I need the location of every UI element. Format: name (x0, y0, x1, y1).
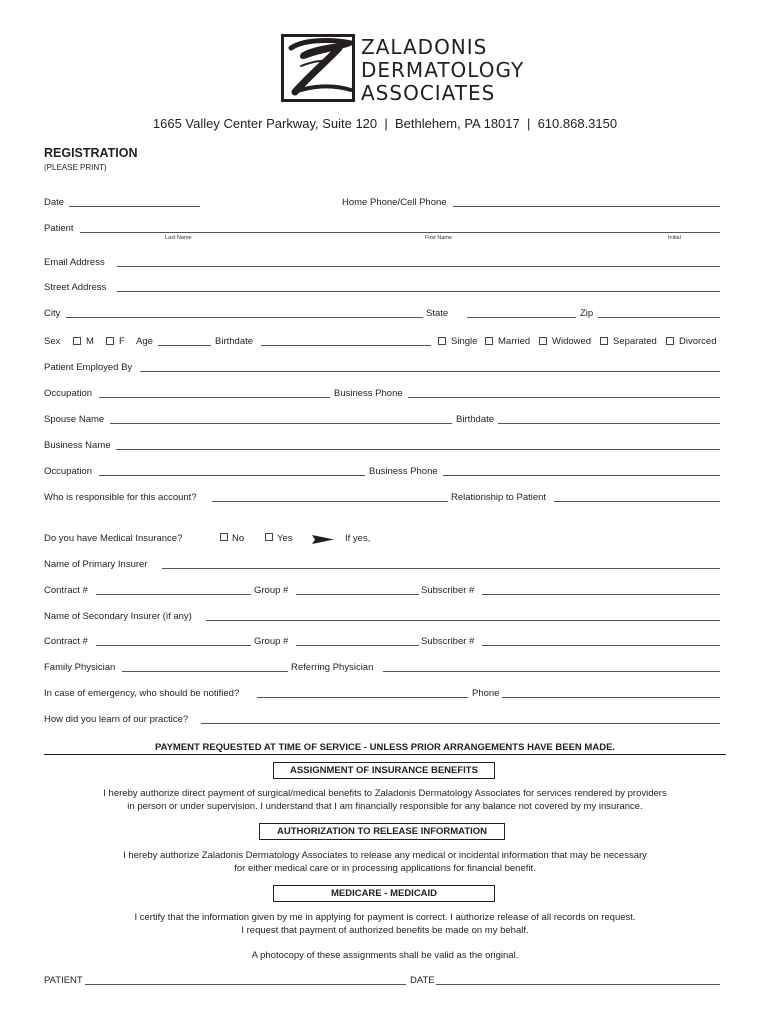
assignment-title: ASSIGNMENT OF INSURANCE BENEFITS (273, 762, 495, 779)
medicare-line1: I certify that the information given by me in applying for payment is correct. I authorize release of all records on request. (134, 912, 636, 923)
practice-address: 1665 Valley Center Parkway, Suite 120 | Bethlehem, PA 18017 | 610.868.3150 (152, 116, 618, 131)
occupation-label: Occupation (44, 388, 93, 399)
contract-label: Contract # (44, 585, 88, 596)
subscriber2-field[interactable] (482, 645, 720, 646)
occupation2-field[interactable] (99, 475, 365, 476)
birthdate-label: Birthdate (215, 336, 254, 347)
date-field[interactable] (69, 206, 200, 207)
release-line1: I hereby authorize Zaladonis Dermatology Associates to release any medical or incidental information that may be necessary (123, 850, 647, 861)
group2-field[interactable] (296, 645, 419, 646)
home-phone-field[interactable] (453, 206, 720, 207)
widowed-label: Widowed (552, 336, 592, 347)
logo-mark-icon (281, 34, 355, 102)
assignment-line1: I hereby authorize direct payment of surgical/medical benefits to Zaladonis Dermatology Associates for services rendered by providers (103, 788, 667, 799)
signature-date-field[interactable] (436, 984, 720, 985)
business-phone-label: Business Phone (334, 388, 403, 399)
first-name-caption: First Name (425, 235, 452, 241)
business-name-field[interactable] (116, 449, 720, 450)
contract2-field[interactable] (96, 645, 251, 646)
spouse-birthdate-field[interactable] (498, 423, 720, 424)
state-field[interactable] (467, 317, 576, 318)
business-phone2-field[interactable] (443, 475, 720, 476)
referring-physician-label: Referring Physician (291, 662, 374, 673)
sex-female-checkbox[interactable] (106, 337, 114, 345)
age-label: Age (136, 336, 153, 347)
contract2-label: Contract # (44, 636, 88, 647)
separated-label: Separated (613, 336, 657, 347)
email-field[interactable] (117, 266, 720, 267)
spouse-name-label: Spouse Name (44, 414, 105, 425)
medical-insurance-label: Do you have Medical Insurance? (44, 533, 183, 544)
zip-label: Zip (580, 308, 594, 319)
emergency-phone-label: Phone (472, 688, 500, 699)
learn-label: How did you learn of our practice? (44, 714, 189, 725)
insurance-no-checkbox[interactable] (220, 533, 228, 541)
patient-signature-label: PATIENT (44, 975, 83, 986)
email-label: Email Address (44, 257, 105, 268)
family-physician-field[interactable] (122, 671, 288, 672)
logo-text-line1: ZALADONIS (361, 35, 488, 59)
contract-field[interactable] (96, 594, 251, 595)
occupation2-label: Occupation (44, 466, 93, 477)
divorced-label: Divorced (679, 336, 717, 347)
medicare-line2: I request that payment of authorized benefits be made on my behalf. (241, 924, 529, 936)
patient-signature-field[interactable] (85, 984, 406, 985)
street-label: Street Address (44, 282, 107, 293)
age-field[interactable] (158, 345, 211, 346)
employed-by-label: Patient Employed By (44, 362, 133, 373)
home-phone-label: Home Phone/Cell Phone (342, 197, 447, 208)
last-name-caption: Last Name (165, 235, 192, 241)
spouse-birthdate-label: Birthdate (456, 414, 495, 425)
logo-text-line2: DERMATOLOGY (361, 58, 525, 82)
subscriber-field[interactable] (482, 594, 720, 595)
state-label: State (426, 308, 449, 319)
assignment-line2: in person or under supervision. I understand that I am financially responsible for any balance not covered by my insurance. (127, 800, 643, 812)
subscriber2-label: Subscriber # (421, 636, 475, 647)
if-yes-label: If yes, (345, 533, 371, 544)
date-label: Date (44, 197, 65, 208)
logo (281, 34, 355, 102)
referring-physician-field[interactable] (383, 671, 720, 672)
emergency-phone-field[interactable] (502, 697, 720, 698)
form-title: REGISTRATION (44, 146, 138, 160)
logo-text-line3: ASSOCIATES (361, 81, 496, 105)
group-field[interactable] (296, 594, 419, 595)
secondary-insurer-field[interactable] (206, 620, 720, 621)
sex-label: Sex (44, 336, 61, 347)
photocopy-notice: A photocopy of these assignments shall be valid as the original. (251, 950, 519, 961)
divorced-checkbox[interactable] (666, 337, 674, 345)
street-field[interactable] (117, 291, 720, 292)
birthdate-field[interactable] (261, 345, 431, 346)
group2-label: Group # (254, 636, 289, 647)
relationship-label: Relationship to Patient (451, 492, 547, 503)
release-text (44, 850, 726, 875)
divider (44, 754, 726, 755)
secondary-insurer-label: Name of Secondary Insurer (if any) (44, 611, 192, 622)
assignment-text (44, 788, 726, 813)
employed-by-field[interactable] (140, 371, 720, 372)
learn-field[interactable] (201, 723, 720, 724)
single-label: Single (451, 336, 478, 347)
business-name-label: Business Name (44, 440, 111, 451)
arrow-right-icon (312, 535, 334, 544)
medicare-title: MEDICARE - MEDICAID (273, 885, 495, 902)
single-checkbox[interactable] (438, 337, 446, 345)
widowed-checkbox[interactable] (539, 337, 547, 345)
subscriber-label: Subscriber # (421, 585, 475, 596)
primary-insurer-field[interactable] (162, 568, 720, 569)
payment-notice: PAYMENT REQUESTED AT TIME OF SERVICE - UNLESS PRIOR ARRANGEMENTS HAVE BEEN MADE. (154, 742, 616, 753)
sex-male-label: M (86, 336, 94, 347)
sex-female-label: F (119, 336, 125, 347)
insurance-yes-label: Yes (277, 533, 293, 544)
release-line2: for either medical care or in processing applications for financial benefit. (234, 862, 536, 874)
separated-checkbox[interactable] (600, 337, 608, 345)
emergency-label: In case of emergency, who should be notified? (44, 688, 240, 699)
group-label: Group # (254, 585, 289, 596)
spouse-name-field[interactable] (110, 423, 452, 424)
business-phone-field[interactable] (408, 397, 720, 398)
emergency-field[interactable] (257, 697, 468, 698)
insurance-yes-checkbox[interactable] (265, 533, 273, 541)
relationship-field[interactable] (554, 501, 720, 502)
city-label: City (44, 308, 61, 319)
occupation-field[interactable] (99, 397, 330, 398)
medicare-text (44, 912, 726, 937)
signature-date-label: DATE (410, 975, 435, 986)
insurance-no-label: No (232, 533, 245, 544)
family-physician-label: Family Physician (44, 662, 116, 673)
form-subtitle: (PLEASE PRINT) (44, 163, 107, 172)
responsible-label: Who is responsible for this account? (44, 492, 197, 503)
business-phone2-label: Business Phone (369, 466, 438, 477)
sex-male-checkbox[interactable] (73, 337, 81, 345)
married-label: Married (498, 336, 531, 347)
responsible-field[interactable] (212, 501, 448, 502)
patient-name-field[interactable] (80, 232, 720, 233)
primary-insurer-label: Name of Primary Insurer (44, 559, 148, 570)
initial-caption: Initial (668, 235, 681, 241)
zip-field[interactable] (598, 317, 720, 318)
city-field[interactable] (66, 317, 423, 318)
married-checkbox[interactable] (485, 337, 493, 345)
release-title: AUTHORIZATION TO RELEASE INFORMATION (259, 823, 505, 840)
patient-label: Patient (44, 223, 74, 234)
